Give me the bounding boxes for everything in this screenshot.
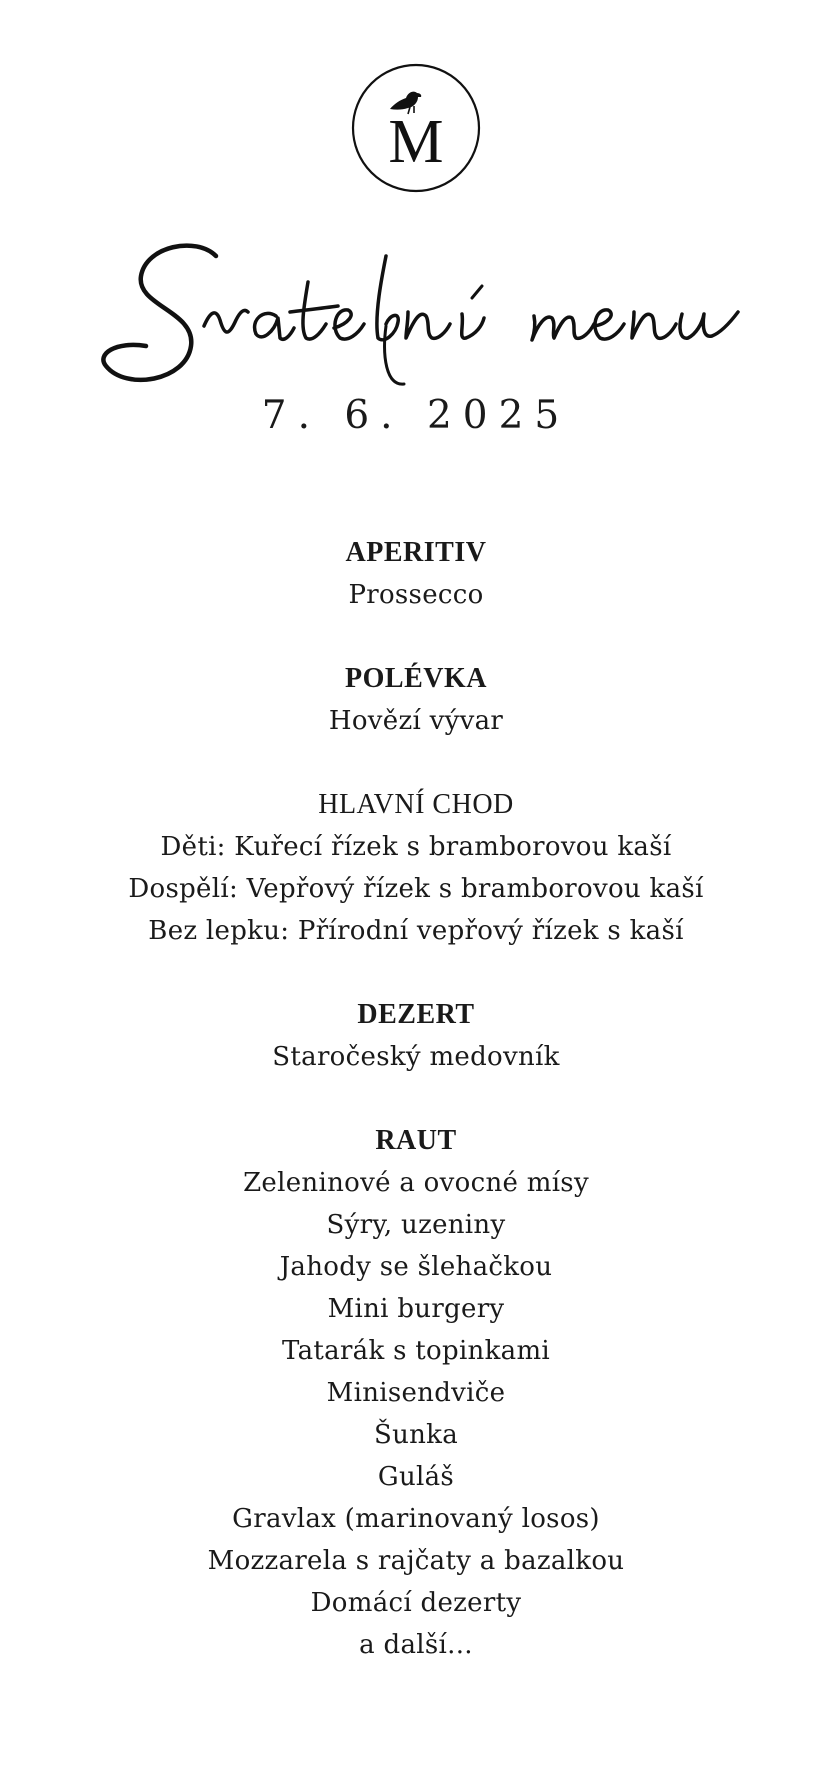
menu-item: Staročeský medovník bbox=[272, 1042, 560, 1072]
menu-item: Mini burgery bbox=[327, 1294, 505, 1324]
section-raut bbox=[0, 1120, 832, 1666]
section-heading: HLAVNÍ CHOD bbox=[318, 789, 514, 820]
section-dezert bbox=[0, 994, 832, 1078]
section-hlavni-chod bbox=[0, 784, 832, 952]
monogram-logo bbox=[350, 62, 482, 194]
event-date: 7. 6. 2025 bbox=[261, 393, 571, 438]
menu-item: a další... bbox=[359, 1630, 473, 1660]
menu-list bbox=[0, 532, 832, 1708]
menu-item: Prossecco bbox=[348, 580, 484, 610]
section-polevka bbox=[0, 658, 832, 742]
section-aperitiv bbox=[0, 532, 832, 616]
script-title-lettering bbox=[86, 216, 746, 406]
section-heading: RAUT bbox=[375, 1125, 457, 1156]
menu-item: Tatarák s topinkami bbox=[281, 1336, 551, 1366]
menu-item: Děti: Kuřecí řízek s bramborovou kaší bbox=[160, 832, 672, 862]
menu-item: Šunka bbox=[373, 1420, 459, 1450]
menu-item: Guláš bbox=[377, 1462, 455, 1492]
menu-item: Jahody se šlehačkou bbox=[279, 1252, 553, 1282]
section-heading: APERITIV bbox=[345, 537, 487, 568]
monogram-circle bbox=[350, 62, 482, 194]
page-title bbox=[0, 216, 832, 406]
menu-item: Dospělí: Vepřový řízek s bramborovou kaší bbox=[128, 874, 704, 904]
section-heading: DEZERT bbox=[357, 999, 475, 1030]
menu-item: Minisendviče bbox=[326, 1378, 506, 1408]
menu-item: Mozzarela s rajčaty a bazalkou bbox=[207, 1546, 625, 1576]
monogram-letter: M bbox=[388, 108, 444, 176]
menu-item: Hovězí vývar bbox=[328, 706, 504, 736]
menu-item: Sýry, uzeniny bbox=[326, 1210, 506, 1240]
menu-item: Gravlax (marinovaný losos) bbox=[232, 1504, 600, 1534]
menu-item: Zeleninové a ovocné mísy bbox=[243, 1168, 589, 1198]
menu-item: Bez lepku: Přírodní vepřový řízek s kaší bbox=[148, 916, 684, 946]
section-heading: POLÉVKA bbox=[345, 663, 487, 694]
menu-item: Domácí dezerty bbox=[310, 1588, 522, 1618]
